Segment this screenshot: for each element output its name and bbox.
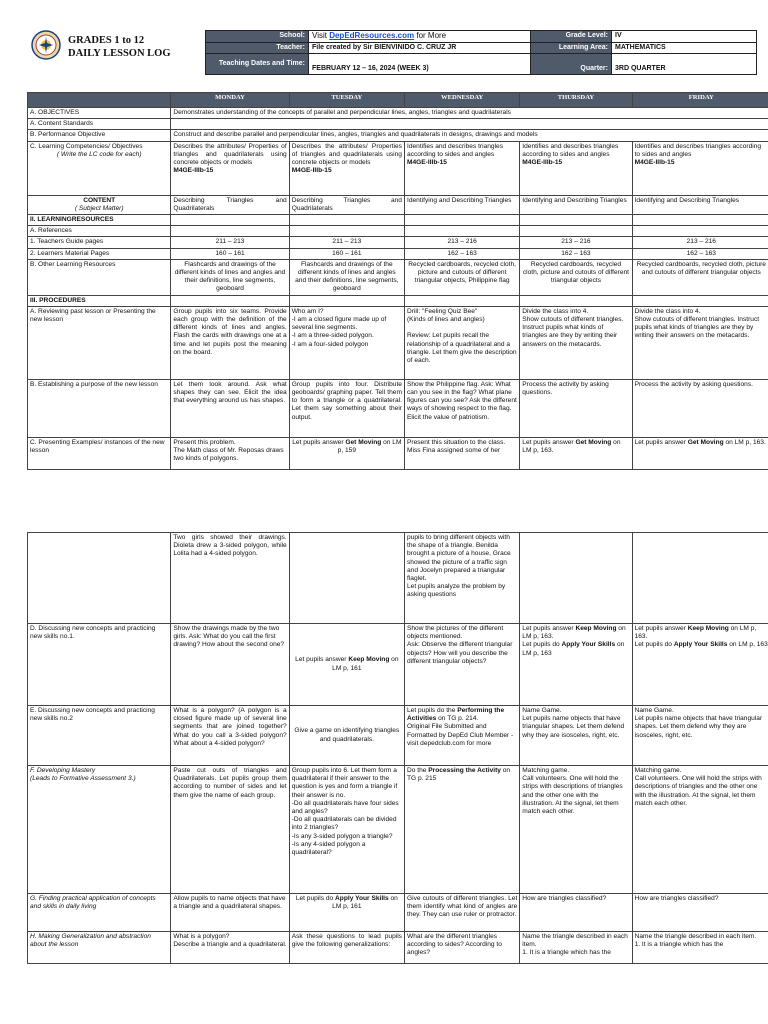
content-friday: Identifying and Describing Triangles: [632, 195, 768, 214]
examples-row: [28, 437, 768, 469]
purpose-label: B. Establishing a purpose of the new lesson: [28, 379, 171, 437]
review-wednesday: Drill: "Feeling Quiz Bee" (Kinds of lines and angles) Review: Let pupils recall the relationship of a quadrilateral and a triangle. Let them give the description of each.: [404, 306, 519, 379]
day-header-row: [28, 93, 768, 108]
discuss-2-row: [28, 706, 768, 766]
continuation-thursday: [520, 533, 632, 624]
competency-friday: Identifies and describes triangles according to sides and angles M4GE-IIIb-15: [632, 141, 768, 195]
review-thursday: Divide the class into 4. Show cutouts of different triangles. Instruct pupils what kinds of triangles are they by writing their answers on the metacards.: [520, 306, 632, 379]
deped-resources-link[interactable]: DepEdResources.com: [329, 31, 415, 41]
day-tuesday: TUESDAY: [289, 93, 404, 108]
content-standards-text: [171, 119, 768, 130]
lm-pages-friday: 162 – 163: [632, 248, 768, 259]
lm-pages-thursday: 162 – 163: [520, 248, 632, 259]
examples-thursday: Let pupils answer Get Moving on LM p, 163.: [520, 437, 632, 469]
learning-resources-label: II. LEARNINGRESOURCES: [28, 215, 171, 226]
deped-seal-icon: [31, 30, 61, 60]
content-thursday: Identifying and Describing Triangles: [520, 195, 632, 214]
content-label: CONTENT ( Subject Matter): [28, 195, 171, 214]
discuss-1-tuesday: Let pupils answer Keep Moving on LM p, 161: [289, 624, 404, 706]
lm-pages-label: 2. Learners Material Pages: [28, 248, 171, 259]
competencies-label: C. Learning Competencies/ Objectives ( Write the LC code for each): [28, 141, 171, 195]
quarter-label: Quarter:: [531, 54, 612, 75]
learning-resources-row: [28, 215, 768, 226]
competency-tuesday: Describes the attributes/ Properties of triangles and quadrilaterals using concrete objects or models M4GE-IIIb-15: [289, 141, 404, 195]
lesson-table-part-1: [27, 92, 768, 470]
review-row: [28, 306, 768, 379]
content-monday: Describing Triangles and Quadrilaterals: [171, 195, 289, 214]
discuss-2-friday: Name Game. Let pupils name objects that have triangular shapes. Let them defend why they are isosceles, right, etc.: [632, 706, 768, 766]
title-line-2: DAILY LESSON LOG: [68, 48, 171, 59]
competency-monday: Describes the attributes/ Properties of triangles and quadrilaterals using concrete objects or models M4GE-IIIb-15: [171, 141, 289, 195]
mastery-friday: Matching game. Call volunteers. One will hold the strips with descriptions of triangles and the other one with the illustration. At the signal, let them match each other.: [632, 766, 768, 894]
tg-pages-row: [28, 237, 768, 248]
mastery-monday: Paste cut outs of triangles and Quadrilaterals. Let pupils group them according to number of sides and let them give the name of each group.: [171, 766, 289, 894]
discuss-2-monday: What is a polygon? (A polygon is a closed figure made up of several line segments that are joined together? What do you call a 3-sided polygon? What about a 4-sided polygon?: [171, 706, 289, 766]
generalization-label: H. Making Generalization and abstraction about the lesson: [28, 932, 171, 964]
competency-thursday: Identifies and describes triangles according to sides and angles M4GE-IIIb-15: [520, 141, 632, 195]
day-thursday: THURSDAY: [520, 93, 632, 108]
other-resources-label: B. Other Learning Resources: [28, 259, 171, 295]
procedures-row: [28, 295, 768, 306]
tg-pages-friday: 213 – 216: [632, 237, 768, 248]
content-standards-row: [28, 119, 768, 130]
references-row: [28, 226, 768, 237]
references-label: A. References: [28, 226, 171, 237]
discuss-1-friday: Let pupils answer Keep Moving on LM p, 163. Let pupils do Apply Your Skills on LM p, 163: [632, 624, 768, 706]
purpose-wednesday: Show the Philippine flag. Ask: What can you see in the flag? What plane figures can you see? Ask the different ways of showing respect to the flag. Elicit the value of patriotism.: [404, 379, 519, 437]
examples-wednesday: Present this situation to the class. Miss Fina assigned some of her: [404, 437, 519, 469]
title-line-1: GRADES 1 to 12: [68, 35, 145, 46]
content-standards-label: A. Content Standards: [28, 119, 171, 130]
teacher-value: File created by Sir BIENVINIDO C. CRUZ JR: [309, 42, 531, 54]
day-monday: MONDAY: [171, 93, 289, 108]
purpose-thursday: Process the activity by asking questions.: [520, 379, 632, 437]
tg-pages-tuesday: 211 – 213: [289, 237, 404, 248]
mastery-thursday: Matching game. Call volunteers. One will hold the strips with descriptions of triangles and the other one with the illustration. At the signal, let them match each other.: [520, 766, 632, 894]
objectives-row: [28, 108, 768, 119]
mastery-label: F. Developing Mastery (Leads to Formative Assessment 3.): [28, 766, 171, 894]
discuss-1-monday: Show the drawings made by the two girls. Ask: What do you call the first drawing? How about the second one?: [171, 624, 289, 706]
quarter-value: 3RD QUARTER: [612, 54, 757, 75]
objectives-text: Demonstrates understanding of the concepts of parallel and perpendicular lines, angles, triangles and quadrilaterals: [171, 108, 768, 119]
application-tuesday: Let pupils do Apply Your Skills on LM p, 161: [289, 894, 404, 932]
generalization-monday: What is a polygon? Describe a triangle and a quadrilateral.: [171, 932, 289, 964]
other-resources-thursday: Recycled cardboards, recycled cloth, picture and cutouts of different triangular objects: [520, 259, 632, 295]
purpose-friday: Process the activity by asking questions.: [632, 379, 768, 437]
discuss-1-thursday: Let pupils answer Keep Moving on LM p, 163. Let pupils do Apply Your Skills on LM p, 163: [520, 624, 632, 706]
tg-pages-thursday: 213 – 216: [520, 237, 632, 248]
lm-pages-monday: 160 – 161: [171, 248, 289, 259]
continuation-friday: [632, 533, 768, 624]
examples-friday: Let pupils answer Get Moving on LM p, 163.: [632, 437, 768, 469]
other-resources-wednesday: Recycled cardboards, recycled cloth, picture and cutouts of different triangular objects, Philippine flag: [404, 259, 519, 295]
other-resources-monday: Flashcards and drawings of the different kinds of lines and angles and their definitions, line segments, geoboard: [171, 259, 289, 295]
generalization-tuesday: Ask these questions to lead pupils give the following generalizations:: [289, 932, 404, 964]
application-thursday: How are triangles classified?: [520, 894, 632, 932]
purpose-monday: Let them look around. Ask what shapes they can see. Elicit the idea that everything around us has shapes.: [171, 379, 289, 437]
discuss-2-thursday: Name Game. Let pupils name objects that have triangular shapes. Let them defend why they are isosceles, right, etc.: [520, 706, 632, 766]
application-label: G. Finding practical application of concepts and skills in daily living: [28, 894, 171, 932]
tg-pages-label: 1. Teachers Guide pages: [28, 237, 171, 248]
lm-pages-wednesday: 162 – 163: [404, 248, 519, 259]
examples-tuesday: Let pupils answer Get Moving on LM p, 159: [289, 437, 404, 469]
grade-level-value: IV: [612, 31, 757, 43]
examples-label: C. Presenting Examples/ instances of the new lesson: [28, 437, 171, 469]
other-resources-row: [28, 259, 768, 295]
procedures-label: III. PROCEDURES: [28, 295, 171, 306]
discuss-2-wednesday: Let pupils do the Performing the Activities on TG p. 214. Original File Submitted and Formatted by DepEd Club Member - visit depedclub.com for more: [404, 706, 519, 766]
application-row: [28, 894, 768, 932]
generalization-row: [28, 932, 768, 964]
teacher-label: Teacher:: [206, 42, 309, 54]
continuation-label: [28, 533, 171, 624]
school-label: School:: [206, 31, 309, 43]
application-monday: Allow pupils to name objects that have a triangle and a quadrilateral shapes.: [171, 894, 289, 932]
performance-objective-row: [28, 130, 768, 141]
continuation-wednesday: pupils to bring different objects with the shape of a triangle. Benilda brought a picture of a house, Grace showed the picture of a traffic sign and Jocelyn prepared a triangular flaglet. Let pupils analyze the problem by asking questions: [404, 533, 519, 624]
purpose-row: [28, 379, 768, 437]
day-wednesday: WEDNESDAY: [404, 93, 519, 108]
learning-area-value: MATHEMATICS: [612, 42, 757, 54]
performance-objective-text: Construct and describe parallel and perpendicular lines, angles, triangles and quadrilaterals in designs, drawings and models: [171, 130, 768, 141]
content-tuesday: Describing Triangles and Quadrilaterals: [289, 195, 404, 214]
content-wednesday: Identifying and Describing Triangles: [404, 195, 519, 214]
application-friday: How are triangles classified?: [632, 894, 768, 932]
discuss-2-label: E. Discussing new concepts and practicing new skills no.2: [28, 706, 171, 766]
other-resources-friday: Recycled cardboards, recycled cloth, picture and cutouts of different triangular objects: [632, 259, 768, 295]
school-value: Visit DepEdResources.com for More: [309, 31, 531, 43]
performance-objective-label: B. Performance Objective: [28, 130, 171, 141]
mastery-row: [28, 766, 768, 894]
objectives-label: A. OBJECTIVES: [28, 108, 171, 119]
competency-wednesday: Identifies and describes triangles according to sides and angles M4GE-IIIb-15: [404, 141, 519, 195]
day-friday: FRIDAY: [632, 93, 768, 108]
dates-label: Teaching Dates and Time:: [206, 54, 309, 75]
lesson-table-part-2: [27, 532, 768, 964]
content-row: [28, 195, 768, 214]
examples-monday: Present this problem. The Math class of Mr. Reposas draws two kinds of polygons.: [171, 437, 289, 469]
discuss-1-label: D. Discussing new concepts and practicing new skills no.1.: [28, 624, 171, 706]
generalization-thursday: Name the triangle described in each item. 1. It is a triangle which has the: [520, 932, 632, 964]
continuation-row: [28, 533, 768, 624]
review-friday: Divide the class into 4. Show cutouts of different triangles. Instruct pupils what kinds of triangles are they by writing their answers on the metacards.: [632, 306, 768, 379]
generalization-wednesday: What are the different triangles according to sides? According to angles?: [404, 932, 519, 964]
mastery-tuesday: Group pupils into 6. Let them form a quadrilateral if their answer to the question is yes and form a triangle if their answer is no. -Do all quadrilaterals have four sides and angles? -Do all quadrilaterals can be divided into 2 triangles? -Is any 3-sided polygon a triangle? -Is any 4-sided polygon a quadrilateral?: [289, 766, 404, 894]
review-label: A. Reviewing past lesson or Presenting the new lesson: [28, 306, 171, 379]
review-monday: Group pupils into six teams. Provide each group with the definition of the different kinds of lines and angles. Flash the cards with drawings one at a time and let pupils post the meaning on the board.: [171, 306, 289, 379]
mastery-wednesday: Do the Processing the Activity on TG p. 215: [404, 766, 519, 894]
lm-pages-row: [28, 248, 768, 259]
generalization-friday: Name the triangle described in each item. 1. It is a triangle which has the: [632, 932, 768, 964]
tg-pages-monday: 211 – 213: [171, 237, 289, 248]
review-tuesday: Who am I? -I am a closed figure made up of several line segments. -I am a three-sided polygon. -I am a four-sided polygon: [289, 306, 404, 379]
header-info-table: [205, 30, 757, 75]
discuss-2-tuesday: Give a game on identifying triangles and quadrilaterals.: [289, 706, 404, 766]
discuss-1-row: [28, 624, 768, 706]
competencies-row: [28, 141, 768, 195]
learning-area-label: Learning Area:: [531, 42, 612, 54]
other-resources-tuesday: Flashcards and drawings of the different kinds of lines and angles and their definitions, line segments, geoboard: [289, 259, 404, 295]
application-wednesday: Give cutouts of different triangles. Let them identify what kind of angles are they. They can use ruler or protractor.: [404, 894, 519, 932]
continuation-tuesday: [289, 533, 404, 624]
purpose-tuesday: Group pupils into four. Distribute geoboards/ graphing paper. Tell them to form a triangle or a quadrilateral. Let them say something about their output.: [289, 379, 404, 437]
grade-level-label: Grade Level:: [531, 31, 612, 43]
dates-value: FEBRUARY 12 – 16, 2024 (WEEK 3): [309, 54, 531, 75]
header-blank-cell: [28, 93, 171, 108]
document-title: [68, 34, 171, 60]
discuss-1-wednesday: Show the pictures of the different objects mentioned. Ask: Observe the different triangular objects? How will you describe the different triangular objects?: [404, 624, 519, 706]
continuation-monday: Two girls showed their drawings. Dioleta drew a 3-sided polygon, while Lolita had a 4-sided polygon.: [171, 533, 289, 624]
lm-pages-tuesday: 160 – 161: [289, 248, 404, 259]
tg-pages-wednesday: 213 – 216: [404, 237, 519, 248]
